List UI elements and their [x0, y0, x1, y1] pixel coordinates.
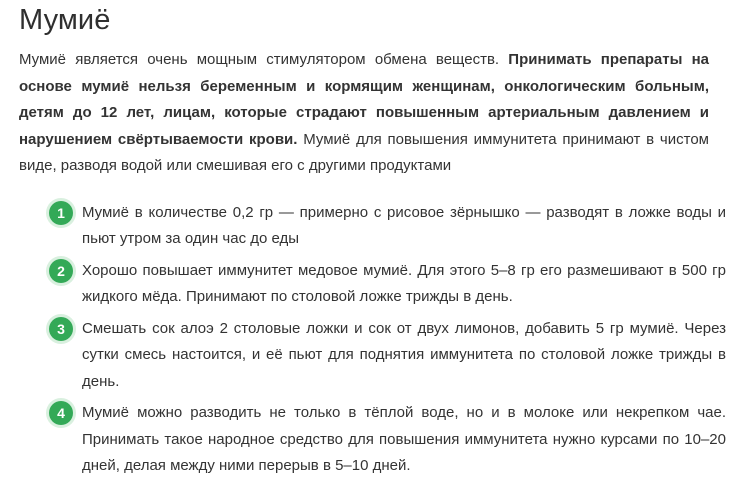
intro-warning: Принимать препараты на основе мумиё нельзя беременным и кормящим женщинам, онкологическим больным, детям до 12 лет, лицам, которые страдают повышенным артериальным давлением и нарушением свёртываемости крови. — [19, 51, 710, 148]
step-number-badge: 1 — [49, 201, 73, 225]
intro-paragraph — [19, 47, 709, 180]
step-text: Смешать сок алоэ 2 столовые ложки и сок от двух лимонов, добавить 5 гр мумиё. Через сутки смесь настоится, и её пьют для поднятия иммунитета по столовой ложке трижды в день. — [82, 319, 726, 390]
article-title: Мумиё — [19, 4, 111, 36]
steps-list — [19, 200, 726, 480]
intro-tail: Мумиё для повышения иммунитета принимают в чистом виде, разводя водой или смешивая его с другими продуктами — [19, 130, 709, 174]
step-text: Хорошо повышает иммунитет медовое мумиё. Для этого 5–8 гр его размешивают в 500 гр жидкого мёда. Принимают по столовой ложке трижды в день. — [82, 261, 726, 305]
intro-lead: Мумиё является очень мощным стимулятором обмена веществ. — [19, 51, 509, 68]
step-number-badge: 2 — [49, 259, 73, 283]
list-item — [19, 258, 726, 311]
list-item — [19, 400, 726, 480]
list-item — [19, 200, 726, 253]
step-number-badge: 3 — [49, 317, 73, 341]
list-item — [19, 316, 726, 396]
step-text: Мумиё можно разводить не только в тёплой воде, но и в молоке или некрепком чае. Принимать такое народное средство для повышения иммунитета нужно курсами по 10–20 дней, делая между ними перерыв в 5–10 дней. — [82, 404, 726, 474]
step-number-badge: 4 — [49, 401, 73, 425]
step-text: Мумиё в количестве 0,2 гр — примерно с рисовое зёрнышко — разводят в ложке воды и пьют утром за один час до еды — [82, 203, 726, 247]
